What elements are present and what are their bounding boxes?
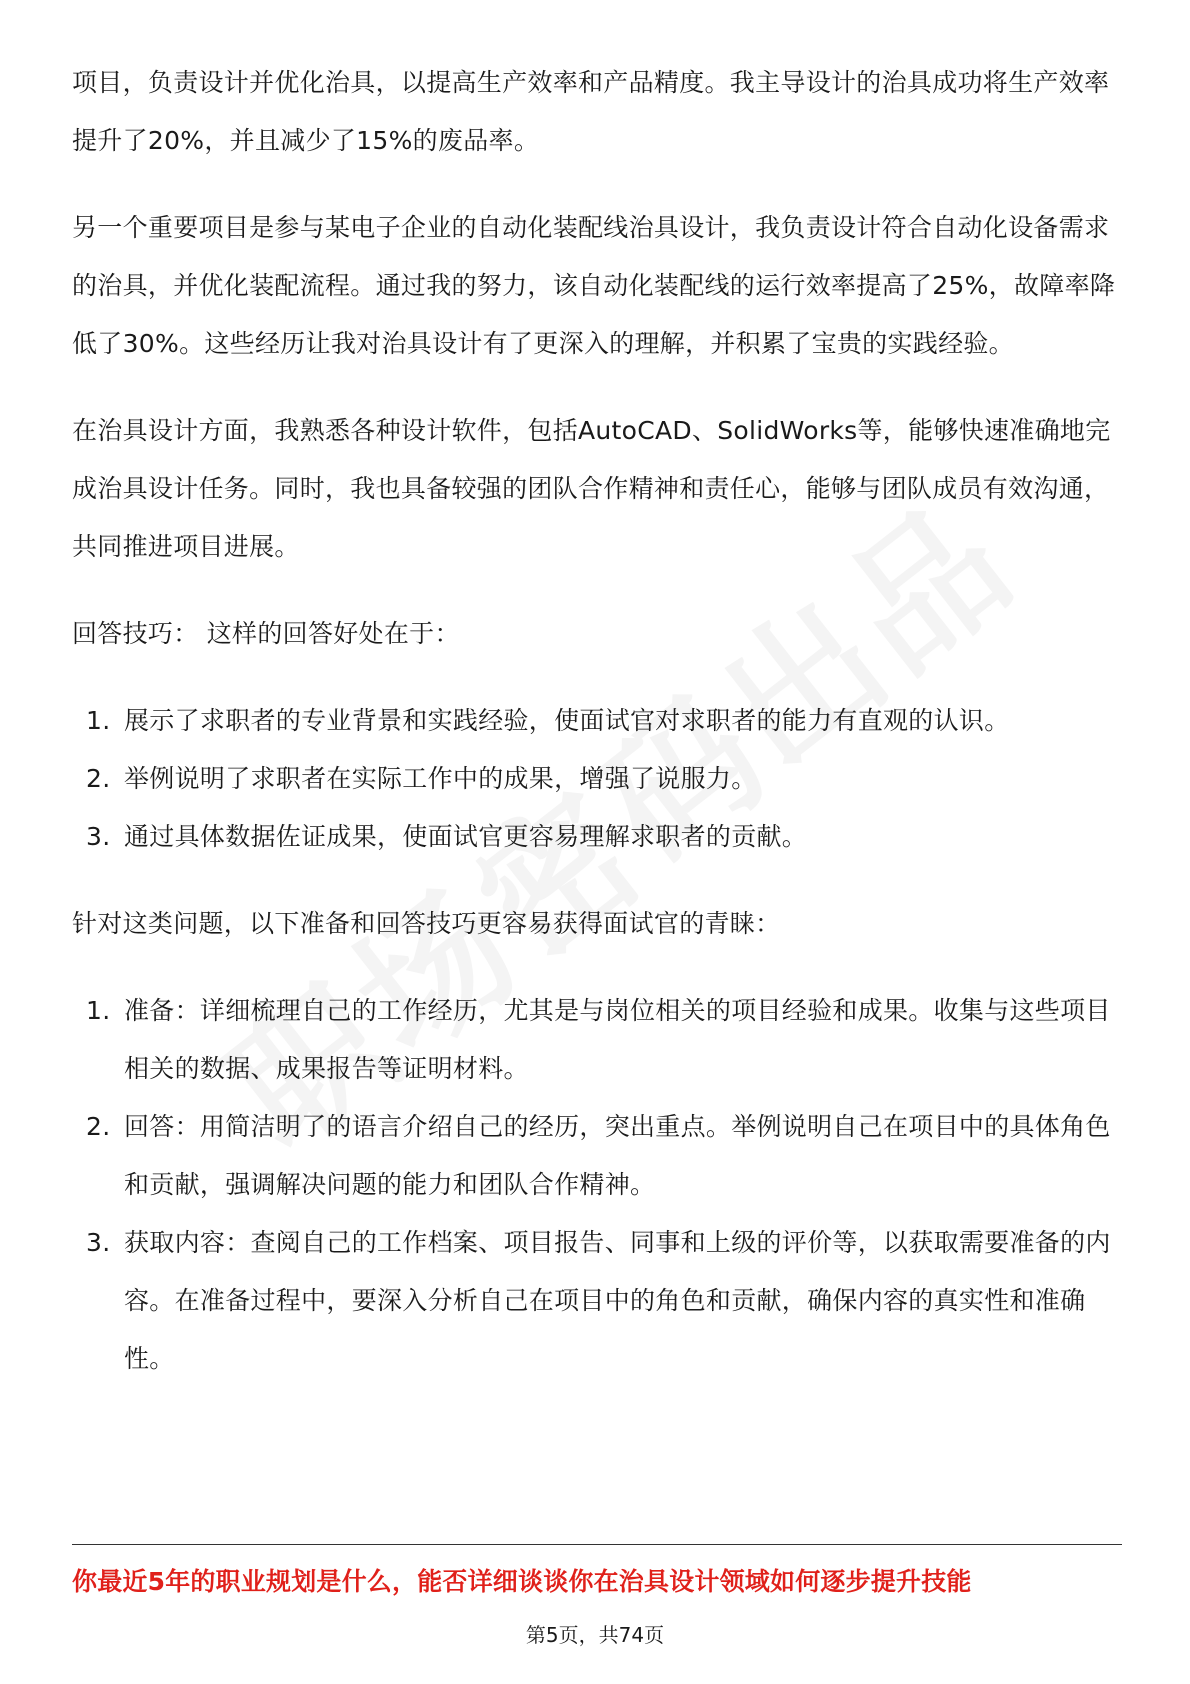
tips-heading: 回答技巧： 这样的回答好处在于：: [72, 619, 460, 648]
list-number: 3.: [86, 822, 111, 851]
list-number: 1.: [86, 706, 111, 735]
prep-heading: 针对这类问题，以下准备和回答技巧更容易获得面试官的青睐：: [72, 909, 781, 938]
list-number: 2.: [86, 1112, 111, 1141]
list-number: 2.: [86, 764, 111, 793]
paragraph-project-results: 项目，负责设计并优化治具，以提高生产效率和产品精度。我主导设计的治具成功将生产效率提升了20%，并且减少了15%的废品率。: [72, 68, 1110, 155]
list-item: [72, 1098, 1122, 1214]
prep-list: [72, 982, 1122, 1388]
list-number: 1.: [86, 996, 111, 1025]
list-item-text: 通过具体数据佐证成果，使面试官更容易理解求职者的贡献。: [124, 822, 808, 851]
list-item-text: 举例说明了求职者在实际工作中的成果，增强了说服力。: [124, 764, 757, 793]
list-item: [72, 808, 1122, 866]
next-question-heading: 你最近5年的职业规划是什么，能否详细谈谈你在治具设计领域如何逐步提升技能: [72, 1567, 972, 1596]
list-item-text: 获取内容：查阅自己的工作档案、项目报告、同事和上级的评价等，以获取需要准备的内容。在准备过程中，要深入分析自己在项目中的角色和贡献，确保内容的真实性和准确性。: [124, 1228, 1111, 1373]
section-divider: [72, 1544, 1122, 1545]
list-item-text: 准备：详细梳理自己的工作经历，尤其是与岗位相关的项目经验和成果。收集与这些项目相关的数据、成果报告等证明材料。: [124, 996, 1111, 1083]
list-item-text: 展示了求职者的专业背景和实践经验，使面试官对求职者的能力有直观的认识。: [124, 706, 1010, 735]
paragraph-design-skills: 在治具设计方面，我熟悉各种设计软件，包括AutoCAD、SolidWorks等，能够快速准确地完成治具设计任务。同时，我也具备较强的团队合作精神和责任心，能够与团队成员有效沟通，共同推进项目进展。: [72, 416, 1111, 561]
list-item-text: 回答：用简洁明了的语言介绍自己的经历，突出重点。举例说明自己在项目中的具体角色和贡献，强调解决问题的能力和团队合作精神。: [124, 1112, 1111, 1199]
paragraph-automation-project: 另一个重要项目是参与某电子企业的自动化装配线治具设计，我负责设计符合自动化设备需求的治具，并优化装配流程。通过我的努力，该自动化装配线的运行效率提高了25%，故障率降低了30%。这些经历让我对治具设计有了更深入的理解，并积累了宝贵的实践经验。: [72, 213, 1116, 358]
document-page: [72, 54, 1122, 1417]
tips-list: [72, 692, 1122, 866]
list-item: [72, 1214, 1122, 1388]
list-item: [72, 750, 1122, 808]
list-item: [72, 982, 1122, 1098]
page-number: 第5页，共74页: [525, 1623, 665, 1647]
list-item: [72, 692, 1122, 750]
list-number: 3.: [86, 1228, 111, 1257]
